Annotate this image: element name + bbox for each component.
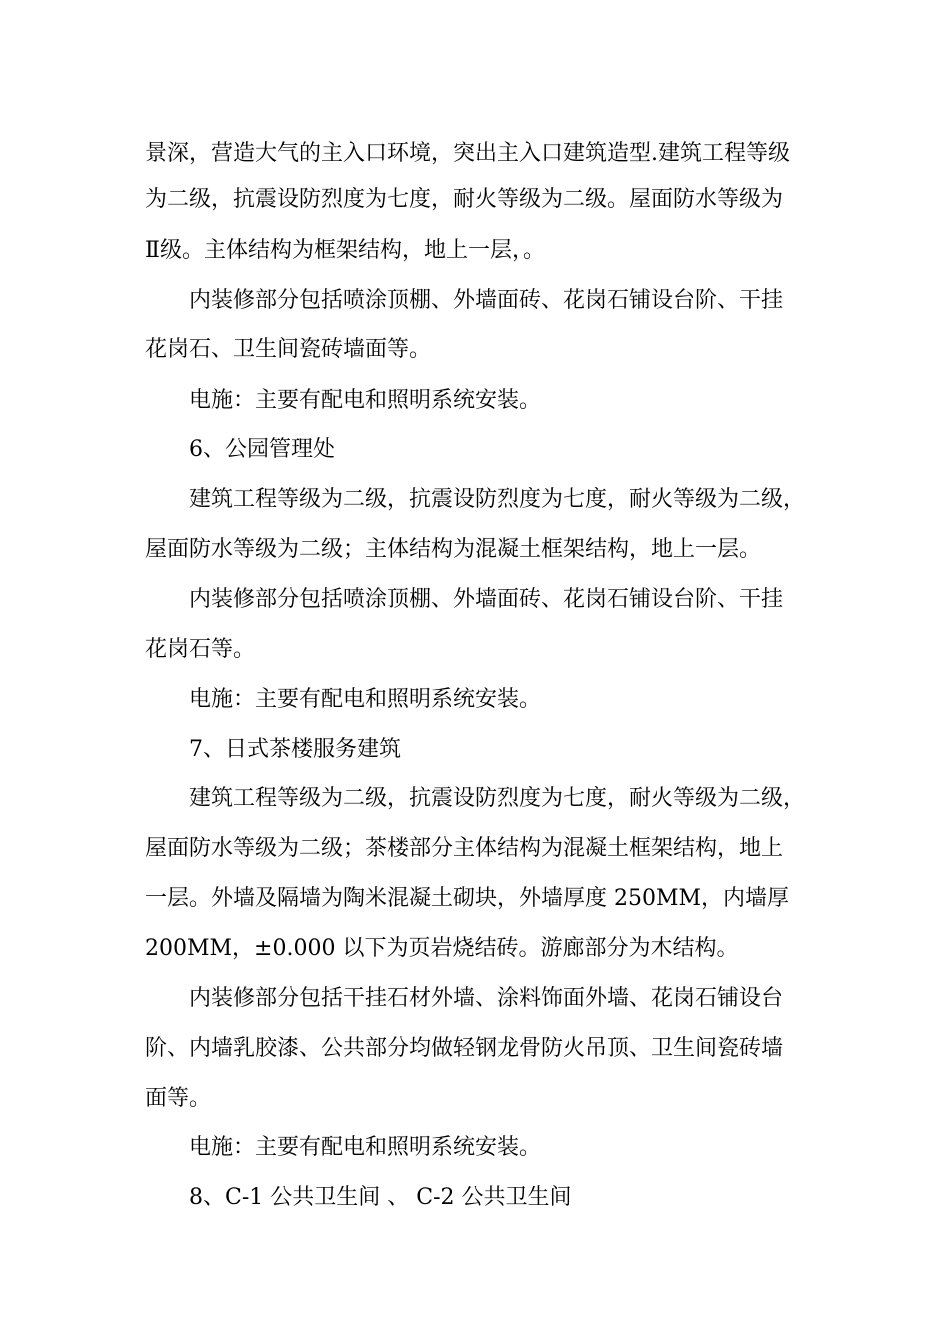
paragraph-start-line: 电施：主要有配电和照明系统安装。 [189, 687, 542, 712]
text-line: 屋面防水等级为二级；茶楼部分主体结构为混凝土框架结构，地上 [145, 836, 784, 861]
paragraph-start-line: 电施：主要有配电和照明系统安装。 [189, 388, 542, 413]
paragraph-start-line: 建筑工程等级为二级，抗震设防烈度为七度，耐火等级为二级， [189, 786, 806, 811]
section-heading: 7、日式茶楼服务建筑 [189, 737, 401, 762]
text-line: 花岗石、卫生间瓷砖墙面等。 [145, 337, 432, 362]
text-line: 200MM，±0.000 以下为页岩烧结砖。游廊部分为木结构。 [145, 936, 739, 961]
paragraph-start-line: 内装修部分包括干挂石材外墙、涂料饰面外墙、花岗石铺设台 [189, 986, 784, 1011]
text-line: Ⅱ级。主体结构为框架结构，地上一层，。 [145, 238, 545, 263]
text-line: 屋面防水等级为二级；主体结构为混凝土框架结构，地上一层。 [145, 537, 762, 562]
text-line: 花岗石等。 [145, 637, 256, 662]
paragraph-start-line: 电施：主要有配电和照明系统安装。 [189, 1135, 542, 1160]
paragraph-start-line: 内装修部分包括喷涂顶棚、外墙面砖、花岗石铺设台阶、干挂 [189, 587, 784, 612]
text-line: 阶、内墙乳胶漆、公共部分均做轻钢龙骨防火吊顶、卫生间瓷砖墙 [145, 1036, 784, 1061]
section-heading: 8、C-1 公共卫生间 、 C-2 公共卫生间 [189, 1185, 572, 1210]
paragraph-start-line: 建筑工程等级为二级，抗震设防烈度为七度，耐火等级为二级， [189, 487, 806, 512]
text-line: 景深，营造大气的主入口环境，突出主入口建筑造型.建筑工程等级 [145, 141, 790, 166]
text-line: 为二级，抗震设防烈度为七度，耐火等级为二级。屋面防水等级为 [145, 187, 784, 212]
text-line: 面等。 [145, 1086, 212, 1111]
section-heading: 6、公园管理处 [189, 437, 335, 462]
text-line: 一层。外墙及隔墙为陶米混凝土砌块，外墙厚度 250MM，内墙厚 [145, 886, 790, 911]
paragraph-start-line: 内装修部分包括喷涂顶棚、外墙面砖、花岗石铺设台阶、干挂 [189, 288, 784, 313]
